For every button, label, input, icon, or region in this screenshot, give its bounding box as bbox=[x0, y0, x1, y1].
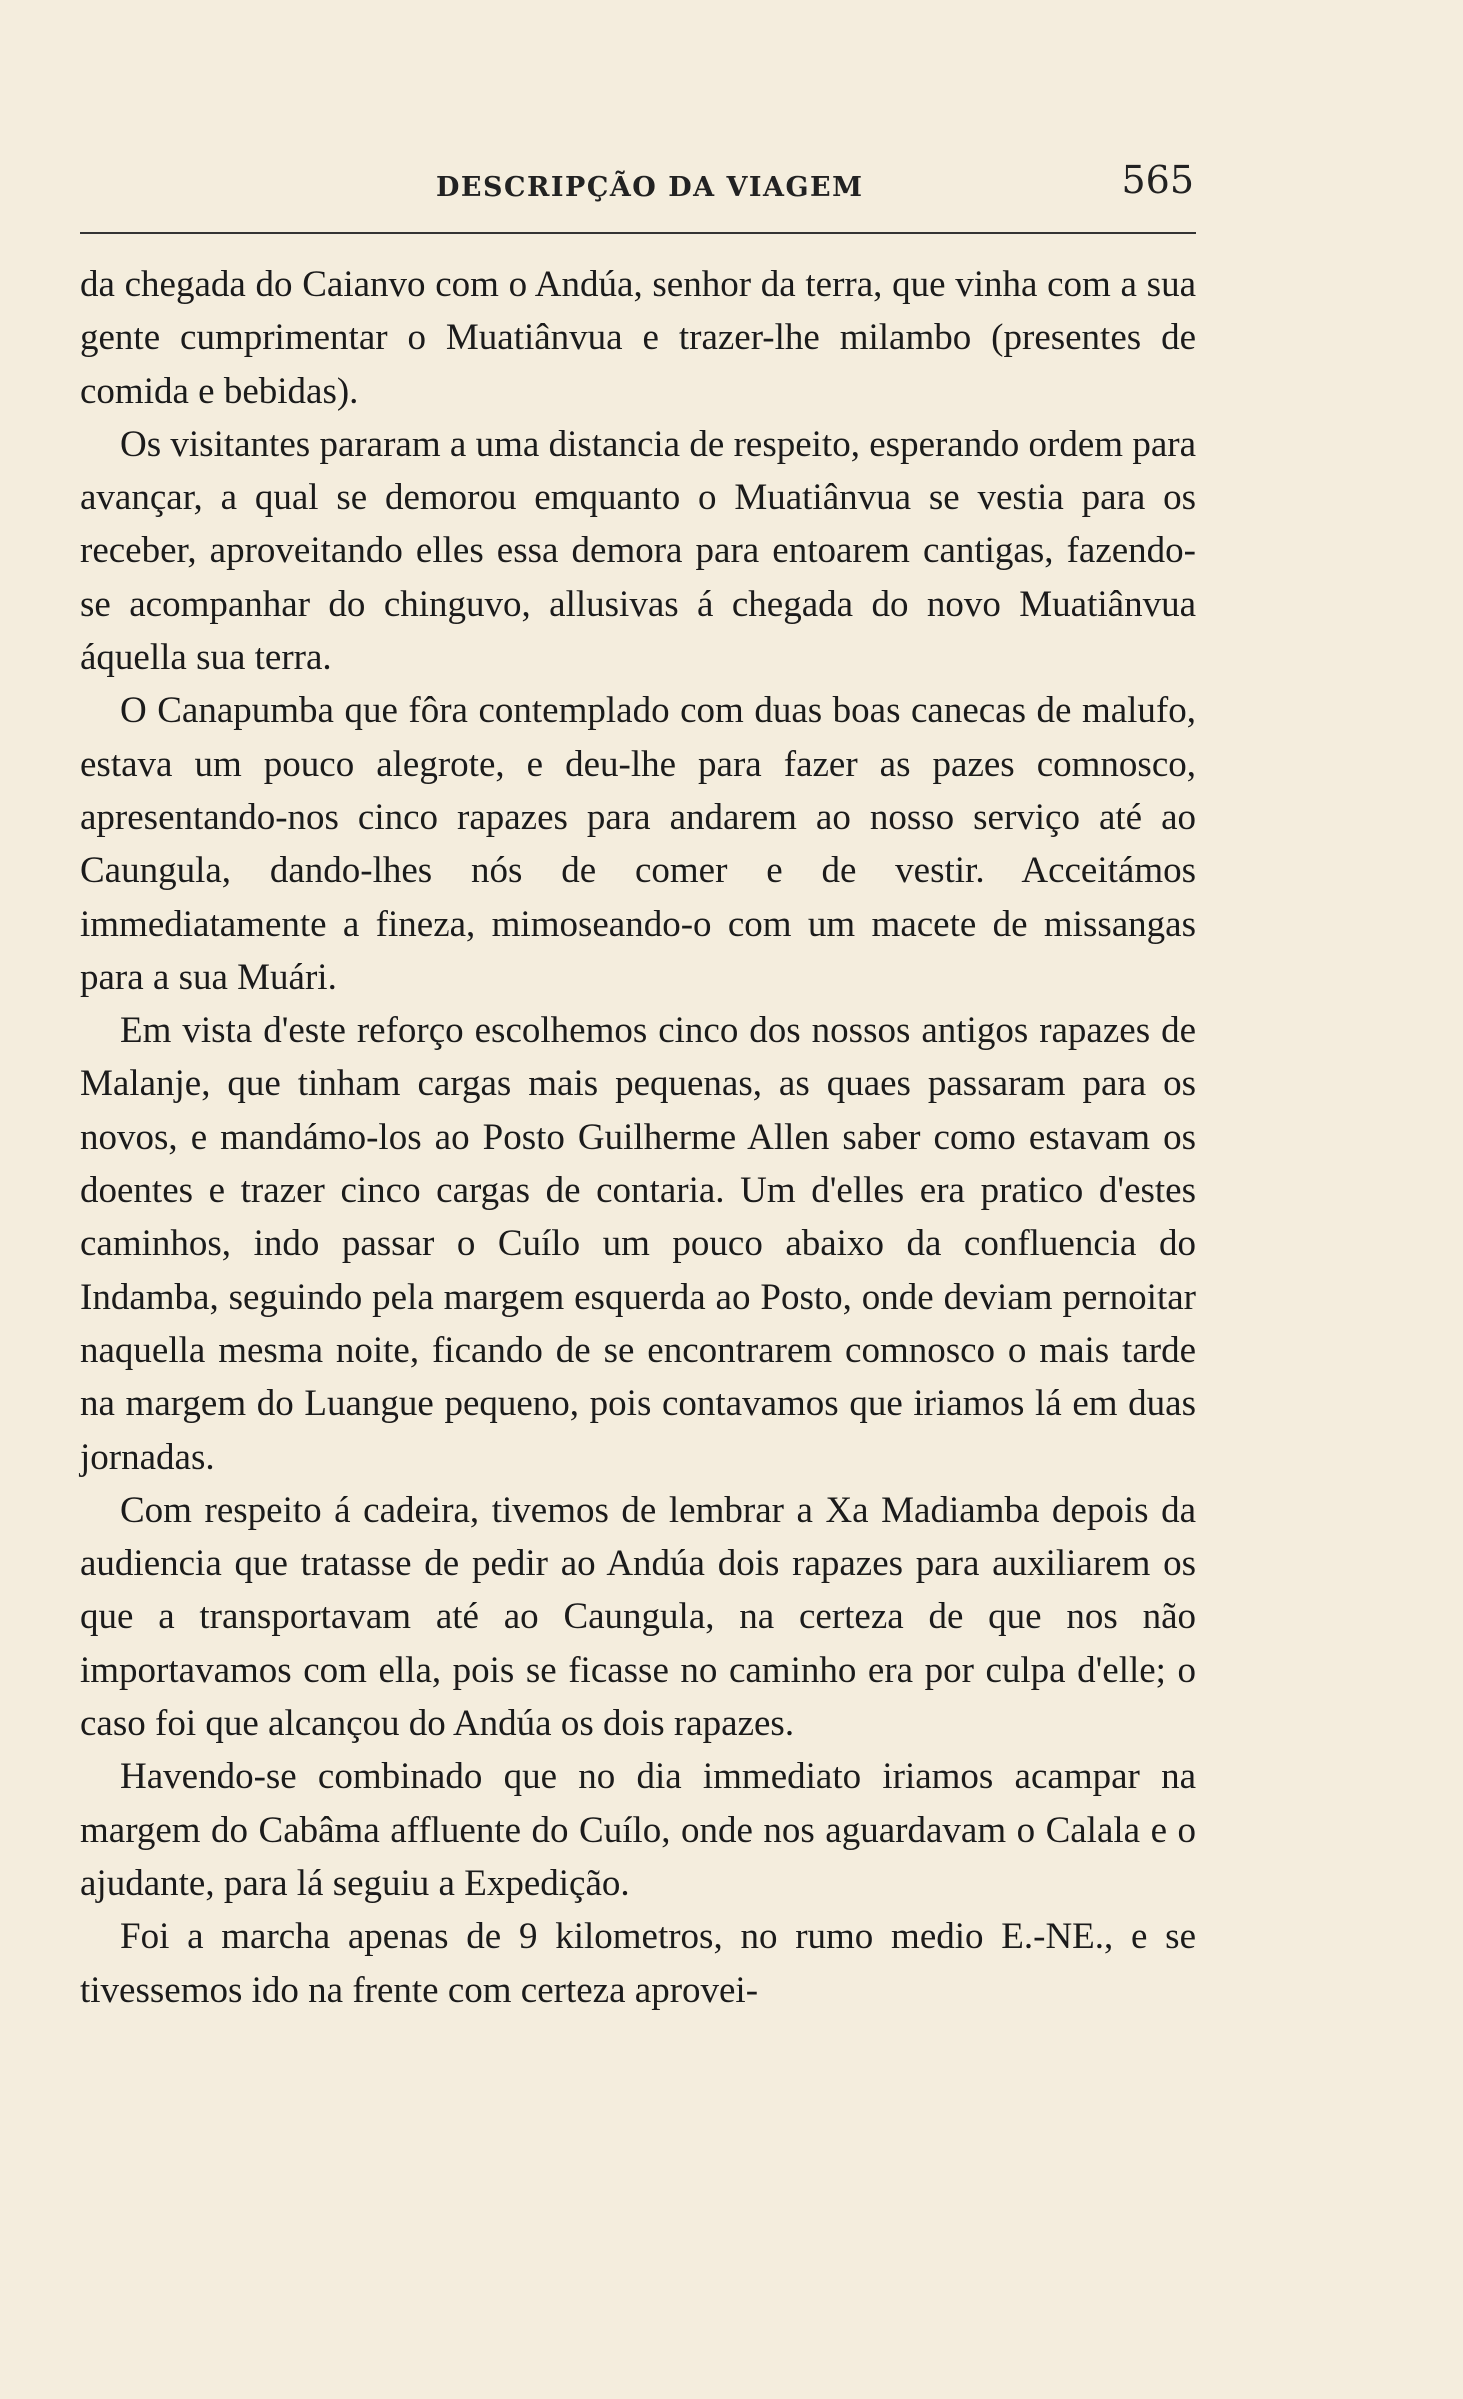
paragraph: Havendo-se combinado que no dia immediato iriamos acampar na margem do Cabâma affluente do Cuílo, onde nos aguardavam o Calala e o ajudante, para lá seguiu a Expedição. bbox=[80, 1756, 1196, 1904]
paragraph: Foi a marcha apenas de 9 kilometros, no rumo medio E.-NE., e se tivessemos ido na frente com certeza aprovei- bbox=[80, 1916, 1196, 2011]
page-number: 565 bbox=[1121, 158, 1194, 202]
paragraph: Em vista d'este reforço escolhemos cinco dos nossos antigos rapazes de Malanje, que tinham cargas mais pequenas, as quaes passaram para os novos, e mandámo-los ao Posto Guilherme Allen saber como estavam os doentes e trazer cinco cargas de contaria. Um d'elles era pratico d'estes caminhos, indo passar o Cuílo um pouco abaixo da confluencia do Indamba, seguindo pela margem esquerda ao Posto, onde deviam pernoitar naquella mesma noite, ficando de se encontrarem comnosco o mais tarde na margem do Luangue pequeno, pois contavamos que iriamos lá em duas jornadas. bbox=[80, 1010, 1196, 1478]
running-title: DESCRIPÇÃO DA VIAGEM bbox=[436, 172, 864, 203]
header-rule bbox=[80, 232, 1196, 234]
paragraph: da chegada do Caianvo com o Andúa, senhor da terra, que vinha com a sua gente cumprimentar o Muatiânvua e trazer-lhe milambo (presentes de comida e bebidas). bbox=[80, 264, 1196, 412]
paragraph: Com respeito á cadeira, tivemos de lembrar a Xa Madiamba depois da audiencia que tratasse de pedir ao Andúa dois rapazes para auxiliarem os que a transportavam até ao Caungula, na certeza de que nos não importavamos com ella, pois se ficasse no caminho era por culpa d'elle; o caso foi que alcançou do Andúa os dois rapazes. bbox=[80, 1489, 1196, 1745]
page-header bbox=[80, 152, 1196, 212]
body-text bbox=[80, 258, 1196, 2017]
paragraph: Os visitantes pararam a uma distancia de respeito, esperando ordem para avançar, a qual se demorou emquanto o Muatiânvua se vestia para os receber, aproveitando elles essa demora para entoarem cantigas, fazendo-se acompanhar do chinguvo, allusivas á chegada do novo Muatiânvua áquella sua terra. bbox=[80, 423, 1196, 679]
paragraph: O Canapumba que fôra contemplado com duas boas canecas de malufo, estava um pouco alegrote, e deu-lhe para fazer as pazes comnosco, apresentando-nos cinco rapazes para andarem ao nosso serviço até ao Caungula, dando-lhes nós de comer e de vestir. Acceitámos immediatamente a fineza, mimoseando-o com um macete de missangas para a sua Muári. bbox=[80, 690, 1196, 998]
